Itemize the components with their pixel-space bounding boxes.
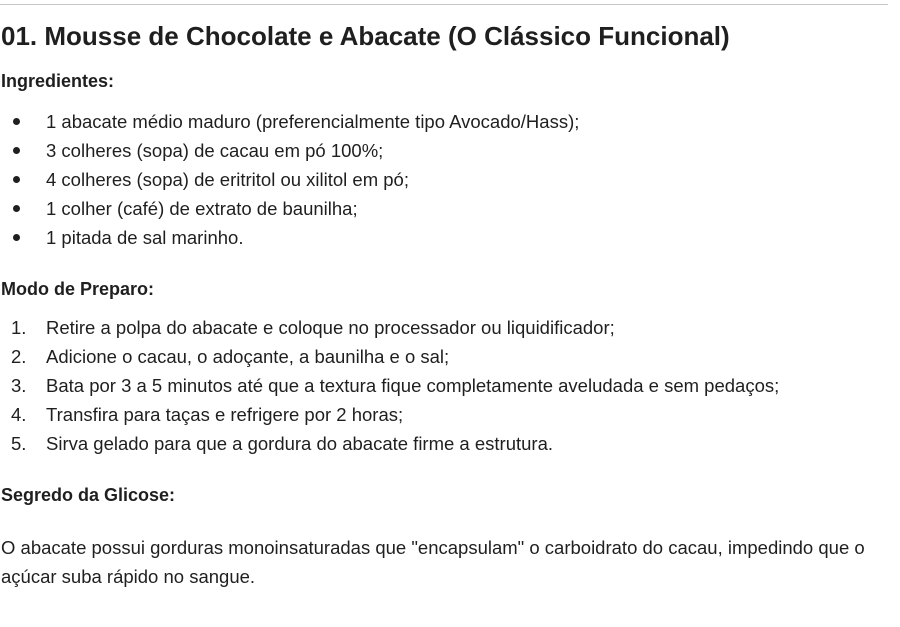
step-text: Bata por 3 a 5 minutos até que a textura fique completamente aveludada e sem pedaços; (46, 375, 780, 396)
bullet-icon (13, 118, 20, 125)
list-item (0, 194, 579, 223)
bullet-icon (13, 147, 20, 154)
top-divider (0, 4, 888, 5)
ingredient-text: 1 abacate médio maduro (preferencialmente tipo Avocado/Hass); (46, 111, 580, 132)
bullet-icon (13, 176, 20, 183)
step-number: 1. (11, 317, 27, 338)
recipe-title: 01. Mousse de Chocolate e Abacate (O Clássico Funcional) (1, 21, 730, 51)
step-text: Retire a polpa do abacate e coloque no processador ou liquidificador; (46, 317, 615, 338)
list-item (0, 371, 779, 400)
method-steps-list (0, 313, 779, 458)
list-item (0, 165, 579, 194)
step-text: Sirva gelado para que a gordura do abacate firme a estrutura. (46, 433, 554, 454)
step-text: Transfira para taças e refrigere por 2 horas; (46, 404, 404, 425)
ingredient-text: 3 colheres (sopa) de cacau em pó 100%; (46, 140, 384, 161)
list-item (0, 342, 779, 371)
list-item (0, 107, 579, 136)
ingredients-heading: Ingredientes: (1, 71, 115, 91)
step-number: 3. (11, 375, 27, 396)
ingredient-text: 4 colheres (sopa) de eritritol ou xilitol em pó; (46, 169, 409, 190)
list-item (0, 223, 579, 252)
step-number: 2. (11, 346, 27, 367)
secret-heading: Segredo da Glicose: (1, 485, 176, 505)
method-heading: Modo de Preparo: (1, 279, 155, 299)
ingredient-text: 1 pitada de sal marinho. (46, 227, 244, 248)
ingredients-list (0, 107, 579, 252)
step-number: 4. (11, 404, 27, 425)
list-item (0, 400, 779, 429)
list-item (0, 136, 579, 165)
list-item (0, 313, 779, 342)
secret-paragraph: O abacate possui gorduras monoinsaturadas que "encapsulam" o carboidrato do cacau, impedindo que o açúcar suba rápido no sangue. (1, 537, 865, 587)
bullet-icon (13, 205, 20, 212)
step-number: 5. (11, 433, 27, 454)
ingredient-text: 1 colher (café) de extrato de baunilha; (46, 198, 358, 219)
list-item (0, 429, 779, 458)
step-text: Adicione o cacau, o adoçante, a baunilha e o sal; (46, 346, 450, 367)
bullet-icon (13, 234, 20, 241)
